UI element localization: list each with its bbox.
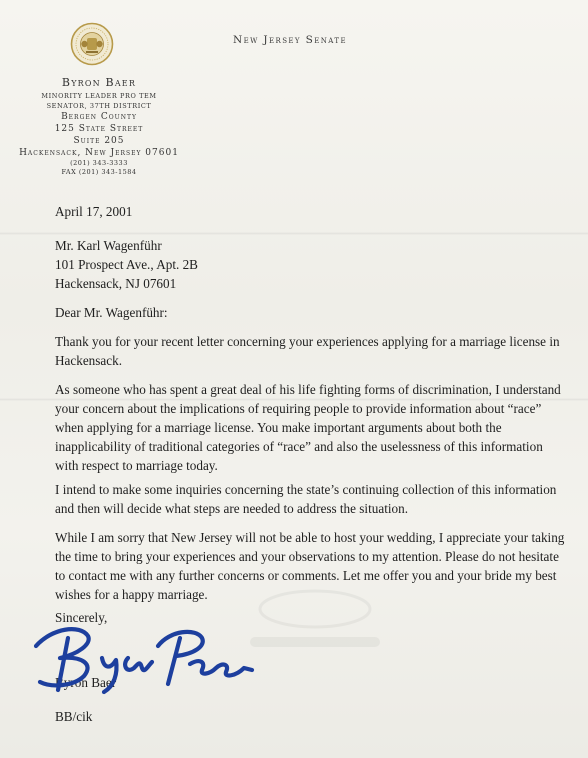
signer-name: Byron Baer [55, 675, 117, 690]
senator-name: Byron Baer [61, 76, 137, 89]
recipient-city: Hackensack, NJ 07601 [55, 276, 177, 291]
state-seal-icon [70, 22, 114, 66]
reference-initials: BB/cik [55, 709, 93, 724]
county-line: Bergen County [61, 112, 137, 122]
handwritten-signature [30, 618, 260, 698]
letterhead [8, 76, 190, 177]
recipient-name: Mr. Karl Wagenführ [55, 238, 162, 253]
city-line: Hackensack, New Jersey 07601 [19, 148, 179, 158]
paper-fold [0, 232, 588, 235]
senate-title: New Jersey Senate [233, 34, 347, 46]
closing: Sincerely, [55, 610, 108, 625]
paragraph: I intend to make some inquiries concerning the state’s continuing collection of this information and then will decide what steps are needed to address the situation. [55, 482, 557, 516]
recipient-address [55, 236, 565, 293]
senator-title: MINORITY LEADER PRO TEM [41, 92, 157, 100]
paragraph: As someone who has spent a great deal of his life fighting forms of discrimination, I understand your concern about the implications of requiring people to provide information about “race” when applying for a marriage license. You make important arguments about both the inapplicability of traditional categories of “race” and also the uselessness of this information with respect to marriage today. [55, 382, 561, 473]
phone-line: (201) 343-3333 [70, 159, 128, 167]
senator-district: SENATOR, 37TH DISTRICT [46, 102, 152, 110]
street-line: 125 State Street [54, 124, 144, 134]
salutation: Dear Mr. Wagenführ: [55, 305, 168, 320]
recipient-street: 101 Prospect Ave., Apt. 2B [55, 257, 198, 272]
letter-date: April 17, 2001 [55, 204, 133, 219]
paragraph: While I am sorry that New Jersey will not be able to host your wedding, I appreciate your taking the time to bring your experiences and your observations to my attention. Please do not hesitate to contact me with any further concerns or comments. Let me offer you and your bride my best wishes for a happy marriage. [55, 530, 565, 602]
fax-line: FAX (201) 343-1584 [61, 168, 137, 176]
suite-line: Suite 205 [73, 136, 125, 146]
paragraph: Thank you for your recent letter concerning your experiences applying for a marriage license in Hackensack. [55, 334, 560, 368]
